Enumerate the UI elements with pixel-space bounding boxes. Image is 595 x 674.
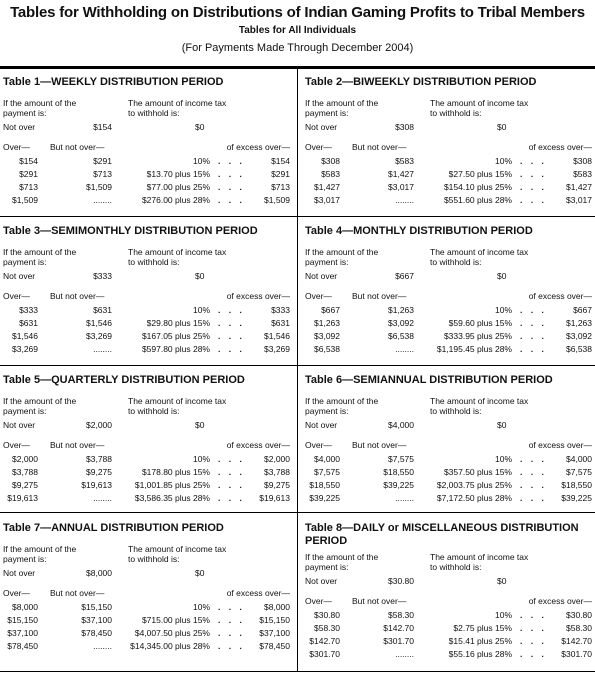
- excess-over-cell: $39,225: [561, 493, 592, 503]
- tax-cell: 10%: [494, 156, 512, 166]
- table-row: [302, 454, 595, 467]
- but-not-over-cell: $15,150: [81, 602, 112, 612]
- over-cell: $142.70: [309, 636, 340, 646]
- but-not-over-column-header: But not over—: [50, 588, 105, 598]
- excess-over-cell: $1,546: [264, 331, 290, 341]
- bottom-rule: [0, 671, 595, 672]
- but-not-over-cell: $3,017: [388, 182, 414, 192]
- over-cell: $667: [321, 305, 340, 315]
- table-row: [0, 169, 293, 182]
- but-not-over-cell: $18,550: [383, 467, 414, 477]
- over-cell: $58.30: [314, 623, 340, 633]
- payment-amount-heading: If the amount of the payment is:: [305, 247, 379, 267]
- excess-over-cell: $333: [271, 305, 290, 315]
- table-title: Table 4—MONTHLY DISTRIBUTION PERIOD: [305, 225, 533, 237]
- but-not-over-cell: $7,575: [388, 454, 414, 464]
- leader-dots: . . .: [520, 493, 547, 503]
- payment-amount-heading: If the amount of the payment is:: [305, 396, 379, 416]
- not-over-value: $667: [395, 271, 414, 281]
- excess-over-cell: $4,000: [566, 454, 592, 464]
- table-row: [302, 493, 595, 506]
- leader-dots: . . .: [218, 454, 245, 464]
- excess-over-cell: $142.70: [561, 636, 592, 646]
- tax-cell: $59.60 plus 15%: [448, 318, 512, 328]
- over-cell: $3,017: [314, 195, 340, 205]
- but-not-over-cell: $37,100: [81, 615, 112, 625]
- but-not-over-cell: $9,275: [86, 467, 112, 477]
- table-row: [0, 615, 293, 628]
- tax-cell: 10%: [192, 602, 210, 612]
- over-cell: $3,269: [12, 344, 38, 354]
- over-cell: $8,000: [12, 602, 38, 612]
- tax-amount-heading: The amount of income tax to withhold is:: [430, 396, 529, 416]
- excess-over-cell: $291: [271, 169, 290, 179]
- tax-cell: $7,172.50 plus 28%: [436, 493, 512, 503]
- over-column-header: Over—: [305, 291, 332, 301]
- leader-dots: . . .: [218, 182, 245, 192]
- leader-dots: . . .: [520, 467, 547, 477]
- tax-cell: $178.80 plus 15%: [141, 467, 210, 477]
- leader-dots: . . .: [218, 331, 245, 341]
- leader-dots: . . .: [520, 623, 547, 633]
- table-row: [0, 454, 293, 467]
- excess-over-column-header: of excess over—: [226, 588, 290, 598]
- tax-cell: $333.95 plus 25%: [443, 331, 512, 341]
- but-not-over-cell: $39,225: [383, 480, 414, 490]
- excess-over-column-header: of excess over—: [528, 291, 592, 301]
- table-row: [0, 480, 293, 493]
- empty-range-dashes: ........: [395, 649, 414, 659]
- excess-over-cell: $58.30: [566, 623, 592, 633]
- table-row: [0, 602, 293, 615]
- withholding-table: [0, 219, 293, 361]
- tax-amount-heading: The amount of income tax to withhold is:: [128, 98, 227, 118]
- but-not-over-column-header: But not over—: [352, 596, 407, 606]
- leader-dots: . . .: [520, 636, 547, 646]
- empty-range-dashes: ........: [395, 344, 414, 354]
- leader-dots: . . .: [520, 649, 547, 659]
- not-over-label: Not over: [3, 122, 36, 132]
- over-cell: $1,263: [314, 318, 340, 328]
- document-note: (For Payments Made Through December 2004): [181, 42, 414, 54]
- excess-over-cell: $8,000: [264, 602, 290, 612]
- but-not-over-column-header: But not over—: [50, 142, 105, 152]
- table-row: [302, 156, 595, 169]
- excess-over-cell: $1,263: [566, 318, 592, 328]
- excess-over-cell: $6,538: [566, 344, 592, 354]
- over-column-header: Over—: [305, 596, 332, 606]
- over-cell: $1,546: [12, 331, 38, 341]
- but-not-over-cell: $583: [395, 156, 414, 166]
- over-cell: $15,150: [7, 615, 38, 625]
- excess-over-cell: $15,150: [259, 615, 290, 625]
- tax-cell: $27.50 plus 15%: [448, 169, 512, 179]
- table-row: [0, 331, 293, 344]
- leader-dots: . . .: [218, 602, 245, 612]
- tax-cell: $597.80 plus 28%: [141, 344, 210, 354]
- excess-over-cell: $30.80: [566, 610, 592, 620]
- not-over-value: $30.80: [388, 576, 414, 586]
- tax-cell: $2.75 plus 15%: [453, 623, 512, 633]
- over-cell: $631: [19, 318, 38, 328]
- tax-cell: $55.16 plus 28%: [448, 649, 512, 659]
- tax-cell: 10%: [494, 454, 512, 464]
- table-title: Table 3—SEMIMONTHLY DISTRIBUTION PERIOD: [3, 225, 258, 237]
- leader-dots: . . .: [218, 615, 245, 625]
- over-column-header: Over—: [305, 142, 332, 152]
- withholding-table: [302, 516, 595, 658]
- row-divider: [0, 512, 595, 513]
- table-title: Table 8—DAILY or MISCELLANEOUS DISTRIBUTION PERIOD: [305, 522, 579, 547]
- tax-cell: 10%: [192, 454, 210, 464]
- over-column-header: Over—: [3, 142, 30, 152]
- excess-over-cell: $154: [271, 156, 290, 166]
- excess-over-cell: $7,575: [566, 467, 592, 477]
- tax-cell: $154.10 plus 25%: [443, 182, 512, 192]
- tax-cell: $1,001.85 plus 25%: [134, 480, 210, 490]
- but-not-over-cell: $713: [93, 169, 112, 179]
- zero-tax-value: $0: [497, 271, 507, 281]
- over-cell: $9,275: [12, 480, 38, 490]
- but-not-over-column-header: But not over—: [352, 142, 407, 152]
- over-column-header: Over—: [3, 588, 30, 598]
- but-not-over-cell: $3,788: [86, 454, 112, 464]
- not-over-label: Not over: [3, 271, 36, 281]
- row-divider: [0, 365, 595, 366]
- over-cell: $2,000: [12, 454, 38, 464]
- leader-dots: . . .: [520, 169, 547, 179]
- but-not-over-cell: $19,613: [81, 480, 112, 490]
- excess-over-cell: $308: [573, 156, 592, 166]
- table-row: [0, 195, 293, 208]
- tax-cell: $15.41 plus 25%: [448, 636, 512, 646]
- table-title: Table 6—SEMIANNUAL DISTRIBUTION PERIOD: [305, 374, 553, 386]
- excess-over-cell: $2,000: [264, 454, 290, 464]
- empty-range-dashes: ........: [93, 641, 112, 651]
- withholding-table: [302, 70, 595, 212]
- but-not-over-cell: $291: [93, 156, 112, 166]
- not-over-label: Not over: [305, 122, 338, 132]
- table-row: [302, 610, 595, 623]
- over-cell: $7,575: [314, 467, 340, 477]
- row-divider: [0, 216, 595, 217]
- tax-amount-heading: The amount of income tax to withhold is:: [128, 396, 227, 416]
- zero-tax-value: $0: [195, 420, 205, 430]
- excess-over-cell: $667: [573, 305, 592, 315]
- tax-cell: $29.80 plus 15%: [146, 318, 210, 328]
- excess-over-cell: $78,450: [259, 641, 290, 651]
- empty-range-dashes: ........: [93, 344, 112, 354]
- table-row: [302, 636, 595, 649]
- over-cell: $713: [19, 182, 38, 192]
- table-row: [0, 156, 293, 169]
- table-row: [0, 182, 293, 195]
- leader-dots: . . .: [520, 480, 547, 490]
- not-over-value: $4,000: [388, 420, 414, 430]
- over-cell: $18,550: [309, 480, 340, 490]
- table-row: [302, 623, 595, 636]
- tax-cell: 10%: [192, 305, 210, 315]
- tax-cell: $2,003.75 plus 25%: [436, 480, 512, 490]
- tax-cell: $14,345.00 plus 28%: [130, 641, 210, 651]
- excess-over-cell: $9,275: [264, 480, 290, 490]
- excess-over-cell: $3,788: [264, 467, 290, 477]
- excess-over-cell: $583: [573, 169, 592, 179]
- leader-dots: . . .: [218, 305, 245, 315]
- not-over-value: $2,000: [86, 420, 112, 430]
- tax-cell: $3,586.35 plus 28%: [134, 493, 210, 503]
- but-not-over-column-header: But not over—: [352, 440, 407, 450]
- withholding-table: [302, 219, 595, 361]
- leader-dots: . . .: [520, 454, 547, 464]
- zero-tax-value: $0: [497, 122, 507, 132]
- not-over-value: $308: [395, 122, 414, 132]
- over-column-header: Over—: [3, 440, 30, 450]
- over-cell: $1,427: [314, 182, 340, 192]
- empty-range-dashes: ........: [395, 493, 414, 503]
- over-cell: $30.80: [314, 610, 340, 620]
- table-row: [302, 318, 595, 331]
- not-over-value: $8,000: [86, 568, 112, 578]
- not-over-value: $154: [93, 122, 112, 132]
- excess-over-cell: $713: [271, 182, 290, 192]
- leader-dots: . . .: [520, 195, 547, 205]
- zero-tax-value: $0: [195, 271, 205, 281]
- over-cell: $154: [19, 156, 38, 166]
- tax-amount-heading: The amount of income tax to withhold is:: [128, 247, 227, 267]
- over-cell: $333: [19, 305, 38, 315]
- tax-amount-heading: The amount of income tax to withhold is:: [430, 247, 529, 267]
- withholding-table: [0, 516, 293, 658]
- table-row: [302, 344, 595, 357]
- excess-over-cell: $18,550: [561, 480, 592, 490]
- tax-cell: $276.00 plus 28%: [141, 195, 210, 205]
- leader-dots: . . .: [218, 344, 245, 354]
- payment-amount-heading: If the amount of the payment is:: [3, 247, 77, 267]
- table-row: [0, 628, 293, 641]
- over-cell: $4,000: [314, 454, 340, 464]
- payment-amount-heading: If the amount of the payment is:: [305, 552, 379, 572]
- zero-tax-value: $0: [497, 420, 507, 430]
- empty-range-dashes: ........: [395, 195, 414, 205]
- but-not-over-cell: $1,263: [388, 305, 414, 315]
- but-not-over-cell: $1,427: [388, 169, 414, 179]
- excess-over-cell: $631: [271, 318, 290, 328]
- payment-amount-heading: If the amount of the payment is:: [3, 98, 77, 118]
- tax-amount-heading: The amount of income tax to withhold is:: [128, 544, 227, 564]
- excess-over-cell: $3,017: [566, 195, 592, 205]
- but-not-over-cell: $142.70: [383, 623, 414, 633]
- over-column-header: Over—: [305, 440, 332, 450]
- leader-dots: . . .: [218, 641, 245, 651]
- tax-cell: 10%: [192, 156, 210, 166]
- but-not-over-column-header: But not over—: [352, 291, 407, 301]
- table-title: Table 7—ANNUAL DISTRIBUTION PERIOD: [3, 522, 224, 534]
- but-not-over-cell: $1,509: [86, 182, 112, 192]
- but-not-over-column-header: But not over—: [50, 440, 105, 450]
- table-row: [0, 318, 293, 331]
- table-row: [302, 480, 595, 493]
- table-row: [0, 467, 293, 480]
- leader-dots: . . .: [218, 467, 245, 477]
- leader-dots: . . .: [218, 169, 245, 179]
- payment-amount-heading: If the amount of the payment is:: [3, 544, 77, 564]
- table-title: Table 2—BIWEEKLY DISTRIBUTION PERIOD: [305, 76, 537, 88]
- leader-dots: . . .: [520, 344, 547, 354]
- tax-cell: $4,007.50 plus 25%: [134, 628, 210, 638]
- leader-dots: . . .: [520, 182, 547, 192]
- but-not-over-cell: $3,092: [388, 318, 414, 328]
- over-cell: $39,225: [309, 493, 340, 503]
- table-row: [0, 493, 293, 506]
- table-title: Table 1—WEEKLY DISTRIBUTION PERIOD: [3, 76, 224, 88]
- but-not-over-cell: $3,269: [86, 331, 112, 341]
- but-not-over-cell: $1,546: [86, 318, 112, 328]
- table-row: [0, 641, 293, 654]
- tax-cell: $1,195.45 plus 28%: [436, 344, 512, 354]
- over-column-header: Over—: [3, 291, 30, 301]
- excess-over-cell: $301.70: [561, 649, 592, 659]
- leader-dots: . . .: [520, 610, 547, 620]
- table-row: [302, 467, 595, 480]
- tax-cell: $13.70 plus 15%: [146, 169, 210, 179]
- leader-dots: . . .: [218, 493, 245, 503]
- excess-over-cell: $37,100: [259, 628, 290, 638]
- but-not-over-column-header: But not over—: [50, 291, 105, 301]
- over-cell: $1,509: [12, 195, 38, 205]
- excess-over-column-header: of excess over—: [226, 142, 290, 152]
- withholding-table: [302, 368, 595, 510]
- leader-dots: . . .: [520, 305, 547, 315]
- over-cell: $308: [321, 156, 340, 166]
- excess-over-cell: $3,092: [566, 331, 592, 341]
- leader-dots: . . .: [520, 156, 547, 166]
- but-not-over-cell: $631: [93, 305, 112, 315]
- table-title: Table 5—QUARTERLY DISTRIBUTION PERIOD: [3, 374, 245, 386]
- not-over-label: Not over: [3, 420, 36, 430]
- document-subtitle: Tables for All Individuals: [238, 25, 357, 36]
- tax-cell: $715.00 plus 15%: [141, 615, 210, 625]
- zero-tax-value: $0: [195, 122, 205, 132]
- over-cell: $19,613: [7, 493, 38, 503]
- over-cell: $78,450: [7, 641, 38, 651]
- zero-tax-value: $0: [497, 576, 507, 586]
- table-row: [302, 195, 595, 208]
- tax-amount-heading: The amount of income tax to withhold is:: [430, 552, 529, 572]
- withholding-table: [0, 70, 293, 212]
- empty-range-dashes: ........: [93, 493, 112, 503]
- table-row: [302, 182, 595, 195]
- zero-tax-value: $0: [195, 568, 205, 578]
- leader-dots: . . .: [520, 331, 547, 341]
- but-not-over-cell: $58.30: [388, 610, 414, 620]
- not-over-value: $333: [93, 271, 112, 281]
- excess-over-column-header: of excess over—: [226, 291, 290, 301]
- tax-cell: $357.50 plus 15%: [443, 467, 512, 477]
- excess-over-column-header: of excess over—: [528, 596, 592, 606]
- leader-dots: . . .: [218, 156, 245, 166]
- excess-over-cell: $1,427: [566, 182, 592, 192]
- leader-dots: . . .: [218, 480, 245, 490]
- not-over-label: Not over: [305, 576, 338, 586]
- table-row: [302, 305, 595, 318]
- over-cell: $583: [321, 169, 340, 179]
- over-cell: $37,100: [7, 628, 38, 638]
- excess-over-cell: $3,269: [264, 344, 290, 354]
- leader-dots: . . .: [218, 195, 245, 205]
- excess-over-column-header: of excess over—: [226, 440, 290, 450]
- leader-dots: . . .: [218, 318, 245, 328]
- over-cell: $6,538: [314, 344, 340, 354]
- table-row: [302, 649, 595, 662]
- document-title: Tables for Withholding on Distributions of Indian Gaming Profits to Tribal Members: [10, 4, 585, 21]
- over-cell: $301.70: [309, 649, 340, 659]
- tax-cell: $77.00 plus 25%: [146, 182, 210, 192]
- not-over-label: Not over: [305, 271, 338, 281]
- payment-amount-heading: If the amount of the payment is:: [305, 98, 379, 118]
- leader-dots: . . .: [520, 318, 547, 328]
- tax-cell: 10%: [494, 305, 512, 315]
- column-divider: [297, 68, 298, 672]
- but-not-over-cell: $6,538: [388, 331, 414, 341]
- tax-cell: $551.60 plus 28%: [443, 195, 512, 205]
- table-row: [0, 344, 293, 357]
- excess-over-cell: $19,613: [259, 493, 290, 503]
- tax-amount-heading: The amount of income tax to withhold is:: [430, 98, 529, 118]
- payment-amount-heading: If the amount of the payment is:: [3, 396, 77, 416]
- table-row: [302, 169, 595, 182]
- table-row: [302, 331, 595, 344]
- excess-over-column-header: of excess over—: [528, 142, 592, 152]
- leader-dots: . . .: [218, 628, 245, 638]
- but-not-over-cell: $301.70: [383, 636, 414, 646]
- empty-range-dashes: ........: [93, 195, 112, 205]
- over-cell: $291: [19, 169, 38, 179]
- tax-cell: 10%: [494, 610, 512, 620]
- but-not-over-cell: $78,450: [81, 628, 112, 638]
- table-row: [0, 305, 293, 318]
- withholding-table: [0, 368, 293, 510]
- excess-over-cell: $1,509: [264, 195, 290, 205]
- over-cell: $3,092: [314, 331, 340, 341]
- over-cell: $3,788: [12, 467, 38, 477]
- excess-over-column-header: of excess over—: [528, 440, 592, 450]
- not-over-label: Not over: [3, 568, 36, 578]
- tax-cell: $167.05 plus 25%: [141, 331, 210, 341]
- not-over-label: Not over: [305, 420, 338, 430]
